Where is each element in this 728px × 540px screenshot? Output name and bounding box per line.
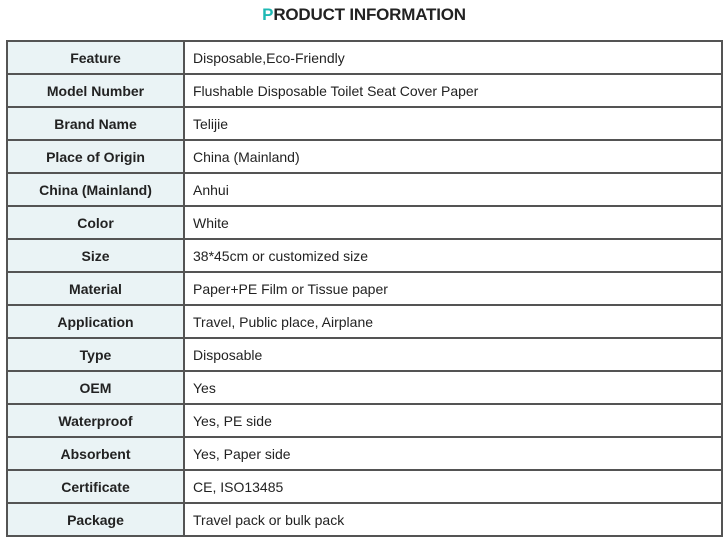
product-info-table <box>6 40 723 537</box>
table-row <box>7 305 722 338</box>
page-title <box>0 5 728 25</box>
table-row <box>7 437 722 470</box>
row-value: Yes, PE side <box>184 404 722 437</box>
table-row <box>7 173 722 206</box>
row-value: China (Mainland) <box>184 140 722 173</box>
row-value: Flushable Disposable Toilet Seat Cover Paper <box>184 74 722 107</box>
row-value: Travel, Public place, Airplane <box>184 305 722 338</box>
table-row <box>7 338 722 371</box>
row-value: CE, ISO13485 <box>184 470 722 503</box>
table-row <box>7 140 722 173</box>
table-row <box>7 206 722 239</box>
table-row <box>7 503 722 536</box>
row-label: Model Number <box>7 74 184 107</box>
title-rest: RODUCT INFORMATION <box>273 5 466 24</box>
table-row <box>7 371 722 404</box>
row-label: Application <box>7 305 184 338</box>
row-label: Type <box>7 338 184 371</box>
title-first-letter: P <box>262 5 274 24</box>
row-label: China (Mainland) <box>7 173 184 206</box>
row-value: Telijie <box>184 107 722 140</box>
table-row <box>7 239 722 272</box>
row-label: Absorbent <box>7 437 184 470</box>
row-label: Package <box>7 503 184 536</box>
row-value: Yes <box>184 371 722 404</box>
row-label: Brand Name <box>7 107 184 140</box>
row-value: White <box>184 206 722 239</box>
row-label: Color <box>7 206 184 239</box>
row-value: Disposable <box>184 338 722 371</box>
row-value: Anhui <box>184 173 722 206</box>
table-row <box>7 41 722 74</box>
table-row <box>7 74 722 107</box>
row-label: Material <box>7 272 184 305</box>
row-value: Disposable,Eco-Friendly <box>184 41 722 74</box>
row-value: Paper+PE Film or Tissue paper <box>184 272 722 305</box>
table-row <box>7 470 722 503</box>
row-label: OEM <box>7 371 184 404</box>
table-row <box>7 404 722 437</box>
row-value: 38*45cm or customized size <box>184 239 722 272</box>
table-row <box>7 272 722 305</box>
row-label: Feature <box>7 41 184 74</box>
row-label: Size <box>7 239 184 272</box>
row-value: Travel pack or bulk pack <box>184 503 722 536</box>
row-label: Certificate <box>7 470 184 503</box>
row-label: Place of Origin <box>7 140 184 173</box>
table-row <box>7 107 722 140</box>
row-label: Waterproof <box>7 404 184 437</box>
row-value: Yes, Paper side <box>184 437 722 470</box>
